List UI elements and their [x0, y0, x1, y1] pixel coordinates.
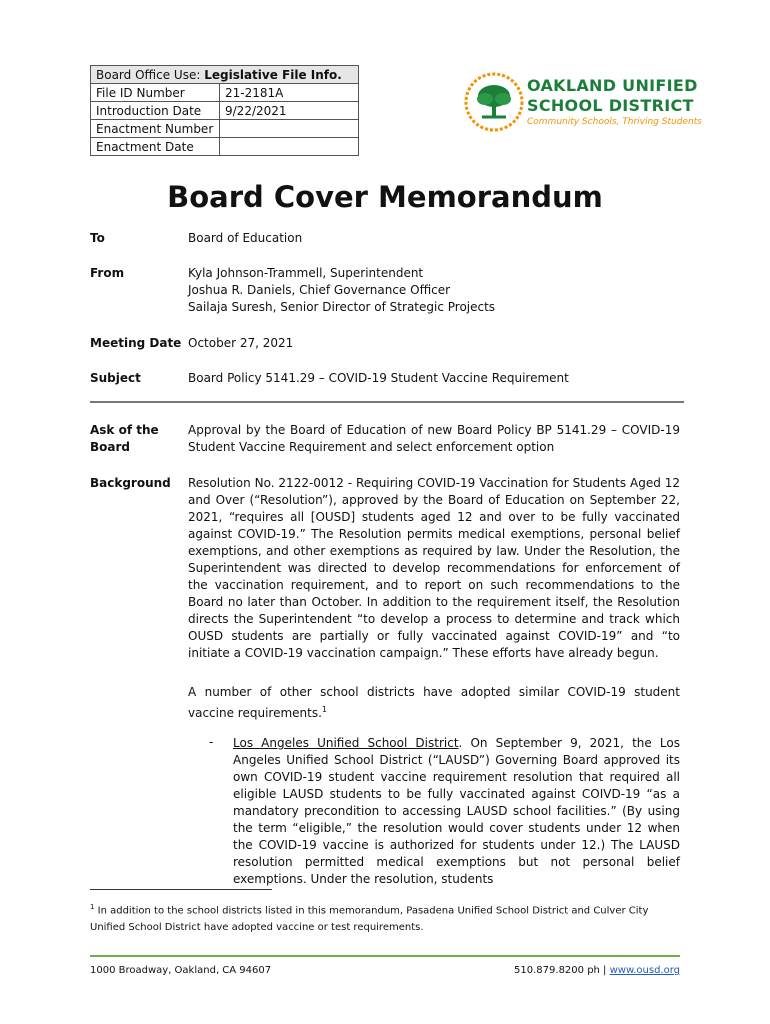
page-title: Board Cover Memorandum	[167, 180, 603, 214]
ask-label-line2: Board	[90, 440, 130, 454]
footnote: $^1$ In addition to the school districts listed in this memorandum, Pasadena Unified School District and Culver City Unified School District have adopted vaccine or test requirements.	[90, 903, 649, 934]
subject-value: Board Policy 5141.29 – COVID-19 Student Vaccine Requirement	[188, 371, 569, 385]
lausd-link[interactable]: Los Angeles Unified School District	[233, 736, 459, 750]
district-name-line1: OAKLAND UNIFIED	[527, 76, 698, 95]
background-paragraph-2: A number of other school districts have adopted similar COVID-19 student vaccine requirements.$^1$	[188, 685, 680, 720]
introduction-date-label: Introduction Date	[91, 102, 220, 120]
from-label: From	[90, 266, 125, 280]
background-label: Background	[90, 476, 171, 490]
footnote-divider	[90, 889, 272, 890]
to-value: Board of Education	[188, 231, 303, 245]
footer-divider	[90, 955, 680, 957]
lausd-bullet: Los Angeles Unified School District. On September 9, 2021, the Los Angeles Unified School District (“LAUSD”) Governing Board approved its own COVID-19 student vaccine requirement resolution that required all eligible LAUSD students to be fully vaccinated against COIVD-19 “as a mandatory precondition to accessing LAUSD school facilities.” (By using the term “eligible,” the resolution would cover students under 12 when the COVID-19 vaccine is authorized for students under 12.) The LAUSD resolution permitted medical exemptions but not personal belief exemptions. Under the resolution, students	[233, 736, 680, 886]
enactment-date-value	[220, 138, 359, 156]
file-id-label: File ID Number	[91, 84, 220, 102]
footer-contact	[514, 965, 680, 976]
bullet-dash: -	[209, 735, 214, 749]
subject-label: Subject	[90, 371, 141, 385]
ask-text: Approval by the Board of Education of new Board Policy BP 5141.29 – COVID-19 Student Vaccine Requirement and select enforcement option	[188, 423, 680, 454]
office-use-header-row	[91, 66, 359, 84]
from-line-1: Kyla Johnson-Trammell, Superintendent	[188, 266, 424, 280]
table-row	[91, 138, 359, 156]
enactment-date-label: Enactment Date	[91, 138, 220, 156]
table-row	[91, 84, 359, 102]
district-tagline: Community Schools, Thriving Students	[527, 117, 702, 127]
footer-phone: 510.879.8200 ph |	[514, 965, 610, 976]
office-use-table	[90, 65, 359, 156]
meeting-date-label: Meeting Date	[90, 336, 182, 350]
from-line-3: Sailaja Suresh, Senior Director of Strategic Projects	[188, 300, 496, 314]
from-line-2: Joshua R. Daniels, Chief Governance Officer	[188, 283, 451, 297]
footnote-ref[interactable]: 1	[321, 705, 327, 714]
footer-address: 1000 Broadway, Oakland, CA 94607	[90, 965, 272, 976]
section-divider	[90, 401, 684, 403]
to-label: To	[90, 231, 105, 245]
table-row	[91, 102, 359, 120]
introduction-date-value: 9/22/2021	[220, 102, 359, 120]
website-link[interactable]: www.ousd.org	[609, 965, 680, 976]
background-paragraph-1: Resolution No. 2122-0012 - Requiring COVID-19 Vaccination for Students Aged 12 and Over (“Resolution”), approved by the Board of Education on September 22, 2021, “requires all [OUSD] students aged 12 and over to be fully vaccinated against COVID-19.” The Resolution permits medical exemptions, personal belief exemptions, and other exemptions as required by law. Under the Resolution, the Superintendent was directed to develop recommendations for enforcement of the vaccination requirement, and to report on such recommendations to the Board no later than October. In addition to the requirement itself, the Resolution directs the Superintendent “to develop a process to determine and track which OUSD students are partially or fully vaccinated against COVID-19” and “to initiate a COVID-19 vaccination campaign.” These efforts have already begun.	[188, 476, 680, 660]
oakland-tree-logo-icon	[460, 70, 532, 134]
ask-label-line1: Ask of the	[90, 423, 159, 437]
enactment-number-value	[220, 120, 359, 138]
office-use-header: Board Office Use: Legislative File Info.	[91, 66, 359, 84]
enactment-number-label: Enactment Number	[91, 120, 220, 138]
table-row	[91, 120, 359, 138]
file-id-value: 21-2181A	[220, 84, 359, 102]
district-name-line2: SCHOOL DISTRICT	[527, 96, 694, 115]
meeting-date-value: October 27, 2021	[188, 336, 294, 350]
